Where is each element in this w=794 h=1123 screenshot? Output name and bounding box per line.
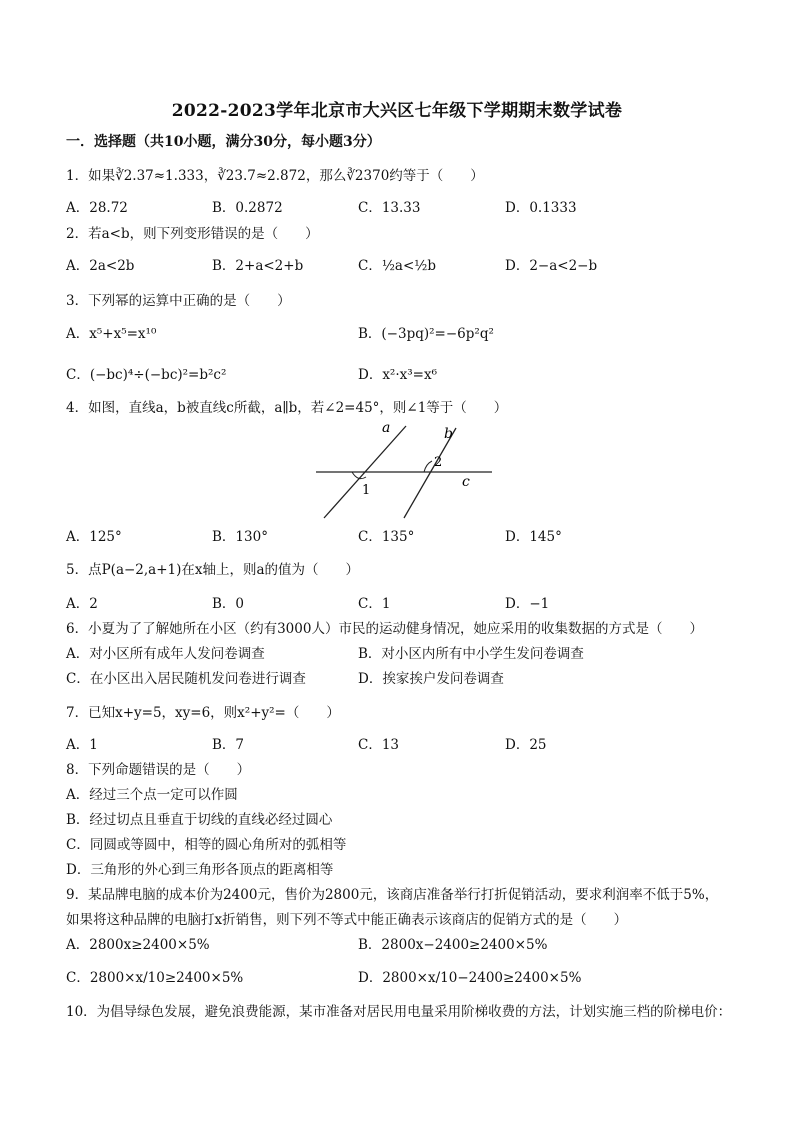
q4-option-c: C．135° xyxy=(358,529,415,545)
q4-option-b: B．130° xyxy=(212,529,268,545)
q6-option-a: A．对小区所有成年人发问卷调查 xyxy=(66,646,265,662)
label-c: c xyxy=(462,474,470,490)
q7-option-a: A．1 xyxy=(66,737,98,753)
exam-title: 2022-2023学年北京市大兴区七年级下学期期末数学试卷 xyxy=(171,101,623,121)
q5-option-b: B．0 xyxy=(212,596,245,612)
question-4-stem: 4．如图，直线a，b被直线c所截，a∥b，若∠2=45°，则∠1等于（ ） xyxy=(66,400,508,416)
q5-option-a: A．2 xyxy=(66,596,98,612)
q8-option-d: D．三角形的外心到三角形各顶点的距离相等 xyxy=(66,862,334,878)
question-3-stem: 3．下列幂的运算中正确的是（ ） xyxy=(66,293,291,309)
q9-option-b: B．2800x−2400≥2400×5% xyxy=(358,937,548,953)
q2-option-a: A．2a<2b xyxy=(66,258,135,274)
q7-option-c: C．13 xyxy=(358,737,400,753)
q4-option-a: A．125° xyxy=(66,529,122,545)
q8-option-a: A．经过三个点一定可以作圆 xyxy=(66,787,238,803)
q2-option-b: B．2+a<2+b xyxy=(212,258,304,274)
q6-option-c: C．在小区出入居民随机发问卷进行调查 xyxy=(66,671,306,687)
question-9-stem-line2: 如果将这种品牌的电脑打x折销售，则下列不等式中能正确表示该商店的促销方式的是（ ） xyxy=(66,912,628,928)
q2-option-d: D．2−a<2−b xyxy=(505,258,598,274)
q8-option-c: C．同圆或等圆中，相等的圆心角所对的弧相等 xyxy=(66,837,347,853)
q6-option-b: B．对小区内所有中小学生发问卷调查 xyxy=(358,646,584,662)
q9-option-d: D．2800×x/10−2400≥2400×5% xyxy=(358,970,582,986)
label-b: b xyxy=(444,426,453,442)
question-10-stem: 10．为倡导绿色发展，避免浪费能源，某市准备对居民用电量采用阶梯收费的方法，计划实施三档的阶梯电价： xyxy=(66,1004,732,1020)
label-angle-2: 2 xyxy=(434,455,443,470)
question-2-stem: 2．若a<b，则下列变形错误的是（ ） xyxy=(66,226,319,242)
q2-option-c: C．½a<½b xyxy=(358,258,437,274)
q8-option-b: B．经过切点且垂直于切线的直线必经过圆心 xyxy=(66,812,333,828)
question-6-stem: 6．小夏为了了解她所在小区（约有3000人）市民的运动健身情况，她应采用的收集数据的方式是（ ） xyxy=(66,621,703,637)
q5-option-c: C．1 xyxy=(358,596,391,612)
q5-option-d: D．−1 xyxy=(505,596,550,612)
q1-option-b: B．0.2872 xyxy=(212,200,283,216)
q1-option-d: D．0.1333 xyxy=(505,200,577,216)
question-1-stem: 1．如果∛2.37≈1.333，∛23.7≈2.872，那么∛2370约等于（ ） xyxy=(66,168,484,184)
question-7-stem: 7．已知x+y=5，xy=6，则x²+y²=（ ） xyxy=(66,705,340,721)
q3-option-a: A．x⁵+x⁵=x¹⁰ xyxy=(66,326,157,342)
label-angle-1: 1 xyxy=(362,483,371,498)
parallel-lines-figure xyxy=(316,424,494,520)
question-5-stem: 5．点P(a−2,a+1)在x轴上，则a的值为（ ） xyxy=(66,562,360,578)
label-a: a xyxy=(382,424,391,436)
question-9-stem-line1: 9．某品牌电脑的成本价为2400元，售价为2800元，该商店准备举行打折促销活动，要求利润率不低于5%， xyxy=(66,887,719,903)
q7-option-b: B．7 xyxy=(212,737,245,753)
q3-option-b: B．(−3pq)²=−6p²q² xyxy=(358,326,494,342)
q9-option-a: A．2800x≥2400×5% xyxy=(66,937,210,953)
q6-option-d: D．挨家挨户发问卷调查 xyxy=(358,671,504,687)
q7-option-d: D．25 xyxy=(505,737,547,753)
q3-option-c: C．(−bc)⁴÷(−bc)²=b²c² xyxy=(66,367,227,383)
q9-option-c: C．2800×x/10≥2400×5% xyxy=(66,970,244,986)
q3-option-d: D．x²·x³=x⁶ xyxy=(358,367,438,383)
question-8-stem: 8．下列命题错误的是（ ） xyxy=(66,762,251,778)
q4-option-d: D．145° xyxy=(505,529,562,545)
section-heading: 一．选择题（共10小题，满分30分，每小题3分） xyxy=(66,134,381,150)
q1-option-c: C．13.33 xyxy=(358,200,421,216)
q1-option-a: A．28.72 xyxy=(66,200,128,216)
